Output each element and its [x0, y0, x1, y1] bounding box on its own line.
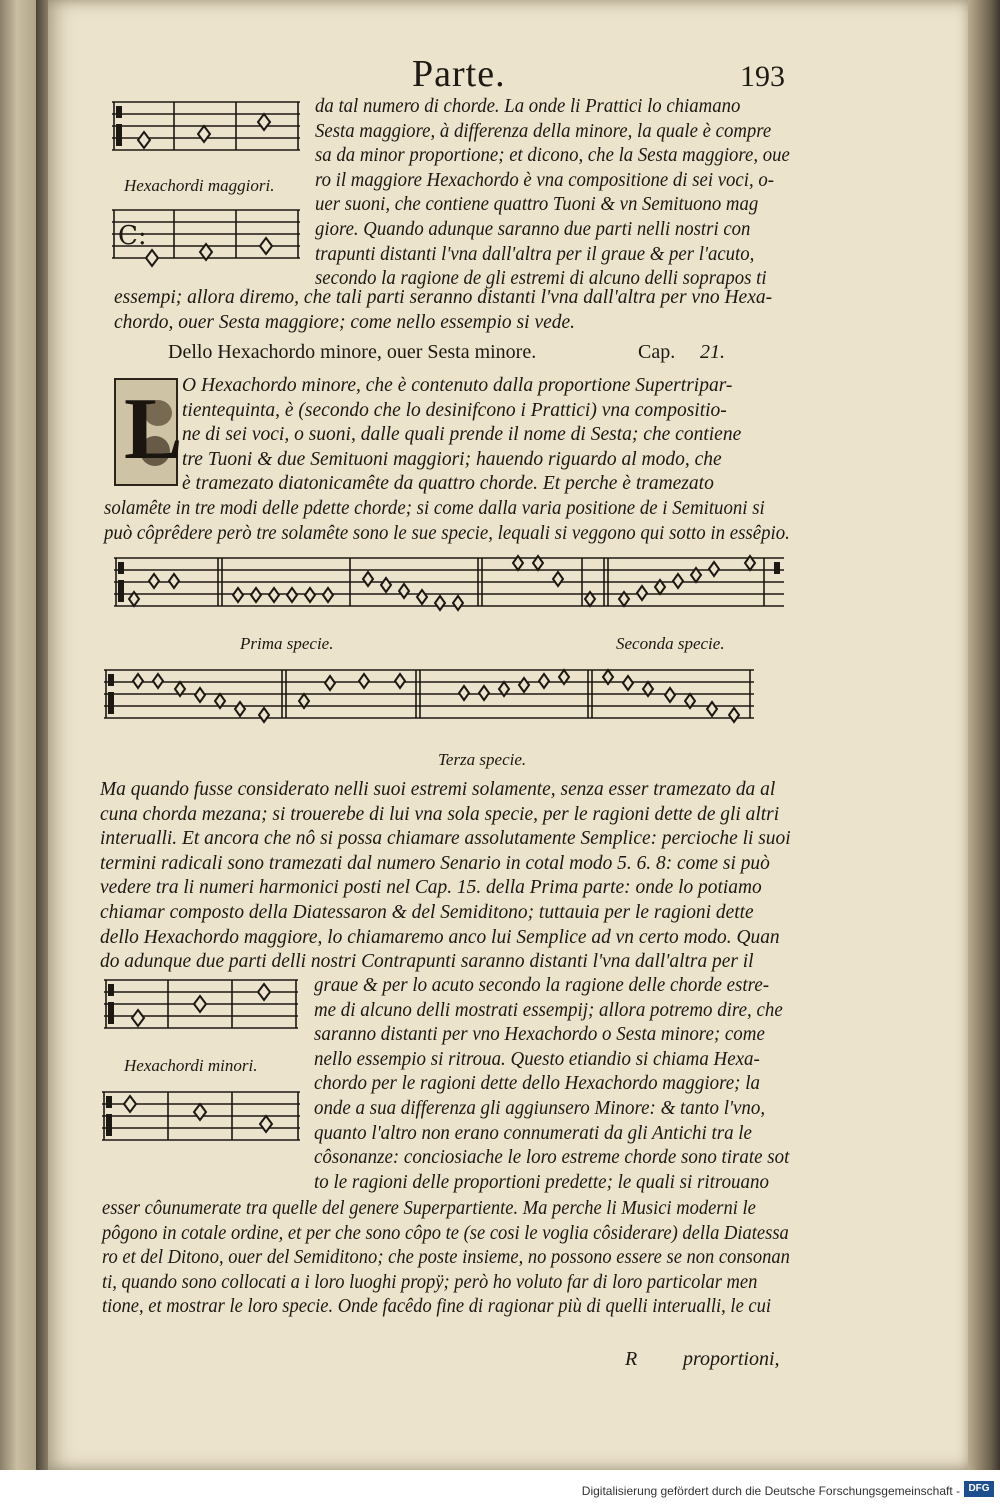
- text-line: giore. Quando adunque saranno due parti nelli nostri con: [315, 218, 751, 240]
- text-line: può côprêdere però tre solamête sono le sue specie, lequali si veggono qui sotto in essêpio.: [104, 522, 790, 544]
- text-line: da tal numero di chorde. La onde li Prattici lo chiamano: [315, 96, 741, 117]
- text-line: O Hexachordo minore, che è contenuto dalla proportione Supertripar-: [182, 375, 733, 396]
- paragraph-4-right: [314, 974, 804, 1195]
- initial-letter: L: [124, 381, 183, 478]
- text-line: quanto l'altro non erano connumerati da gli Antichi tra le: [314, 1122, 752, 1144]
- text-line: ro et del Ditono, ouer del Semiditono; che poste insieme, no possono essere se non consonan: [102, 1247, 790, 1269]
- paragraph-2-indent: [182, 374, 741, 497]
- caption-second-species: Seconda specie.: [616, 634, 725, 653]
- paragraph-1-full: [114, 286, 772, 335]
- text-line: sa da minor proportione; et dicono, che la Sesta maggiore, oue: [315, 145, 790, 167]
- text-line: dello Hexachordo maggiore, lo chiamaremo anco lui Semplice ad vn certo modo. Quan: [100, 926, 780, 948]
- text-line: esser côunumerate tra quelle del genere Superpartiente. Ma perche li Musici moderni le: [102, 1198, 756, 1219]
- paragraph-2-full: [104, 497, 815, 546]
- signature-mark: R: [625, 1348, 638, 1370]
- text-line: chordo per le ragioni dette dello Hexachordo maggiore; la: [314, 1073, 760, 1095]
- decorated-initial: [114, 378, 183, 486]
- text-line: interualli. Et ancora che nô si possa chiamare assolutamente Semplice: percioche li suoi: [100, 828, 791, 850]
- chapter-number: 21.: [700, 341, 725, 363]
- text-line: termini radicali sono tramezati dal numero Senario in cotal modo 5. 6. 8: come si può: [100, 852, 770, 874]
- text-line: ti, quando sono collocati a i loro luoghi propÿ; però ho voluto far di loro particolar men: [102, 1271, 758, 1293]
- caption-third-species: Terza specie.: [438, 750, 527, 769]
- catchword: proportioni,: [683, 1348, 780, 1370]
- page-number: 193: [740, 60, 785, 93]
- text-line: tione, et mostrar le loro specie. Onde facêdo fine di ragionar più di quelli interualli, le cui: [102, 1296, 772, 1318]
- text-line: tre Tuoni & due Semituoni maggiori; hauendo riguardo al modo, che: [182, 448, 722, 470]
- text-line: do adunque due parti delli nostri Contrapunti saranno distanti l'vna dall'altra per il: [100, 951, 754, 973]
- staff-major-1: [112, 96, 302, 160]
- text-line: Ma quando fusse considerato nelli suoi estremi solamente, senza esser tramezato da al: [100, 779, 776, 800]
- text-line: trapunti distanti l'vna dall'altra per il graue & per l'acuto,: [315, 243, 755, 265]
- text-line: chiamar composto della Diatessaron & del Semiditono; tuttauia per le ragioni dette: [100, 901, 754, 923]
- text-line: me di alcuno delli mostrati essempij; allora potremo dire, che: [314, 999, 783, 1021]
- paragraph-1-right: [315, 95, 809, 292]
- text-line: nello essempio si ritroua. Questo etiandio si chiama Hexa-: [314, 1048, 760, 1070]
- text-line: to le ragioni delle proportioni predette; le quali si ritrouano: [314, 1171, 769, 1193]
- text-line: pôgono in cotale ordine, et per che sono côpo te (se cosi le voglia côsiderare) della Diatessa: [102, 1222, 789, 1244]
- text-line: Sesta maggiore, à differenza della minore, la quale è compre: [315, 120, 772, 142]
- caption-minor: Hexachordi minori.: [124, 1056, 258, 1075]
- text-line: è tramezato diatonicamête da quattro chorde. Et perche è tramezato: [182, 473, 714, 495]
- text-line: essempi; allora diremo, che tali parti seranno distanti l'vna dall'altra per vno Hexa-: [114, 287, 773, 308]
- staff-minor-2: [102, 1086, 302, 1150]
- footer-bar: [0, 1470, 1000, 1509]
- svg-text:C:: C:: [118, 221, 147, 251]
- page-fore-edge: [968, 0, 1000, 1470]
- text-line: ro il maggiore Hexachordo è vna compositione di sei voci, o-: [315, 169, 774, 191]
- chapter-label: Cap.: [638, 341, 676, 363]
- staff-minor-1: [104, 974, 300, 1038]
- text-line: secondo la ragione de gli estremi di alcuno delli soprapos ti: [315, 268, 767, 290]
- paragraph-3: [100, 778, 793, 975]
- text-line: saranno distanti per vno Hexachordo o Sesta minore; come: [314, 1024, 765, 1046]
- text-line: chordo, ouer Sesta maggiore; come nello essempio si vede.: [114, 311, 576, 333]
- text-line: graue & per lo acuto secondo la ragione delle chorde estre-: [314, 975, 770, 996]
- staff-major-2: [112, 204, 302, 268]
- caption-first-species: Prima specie.: [240, 634, 334, 653]
- text-line: cuna chorda mezana; si trouerebe di lui vna sola specie, per le ragioni dette de gli altri: [100, 803, 780, 825]
- staff-species-3: [104, 664, 756, 736]
- text-line: onde a sua differenza gli aggiunsero Minore: & tanto l'vno,: [314, 1097, 766, 1119]
- funding-notice: Digitalisierung gefördert durch die Deutsche Forschungsgemeinschaft -: [581, 1484, 960, 1498]
- running-head: Parte.: [412, 53, 506, 95]
- caption-major: Hexachordi maggiori.: [124, 176, 275, 195]
- chapter-title: Dello Hexachordo minore, ouer Sesta minore.: [168, 341, 537, 363]
- text-line: côsonanze: conciosiache le loro estreme chorde sono tirate sot: [314, 1147, 790, 1169]
- text-line: uer suoni, che contiene quattro Tuoni & vn Semituono mag: [315, 194, 759, 216]
- text-line: tientequinta, è (secondo che lo desinifcono i Prattici) vna compositio-: [182, 399, 727, 421]
- staff-species-1-2: [114, 552, 786, 624]
- paragraph-5: [102, 1197, 827, 1320]
- text-line: solamête in tre modi delle pdette chorde; si come dalla varia positione de i Semituoni si: [104, 498, 765, 519]
- text-line: ne di sei voci, o suoni, dalle quali prende il nome di Sesta; che contiene: [182, 424, 742, 446]
- dfg-logo: DFG: [964, 1481, 994, 1497]
- text-line: vedere tra li numeri harmonici posti nel Cap. 15. della Prima parte: onde lo potiamo: [100, 877, 762, 899]
